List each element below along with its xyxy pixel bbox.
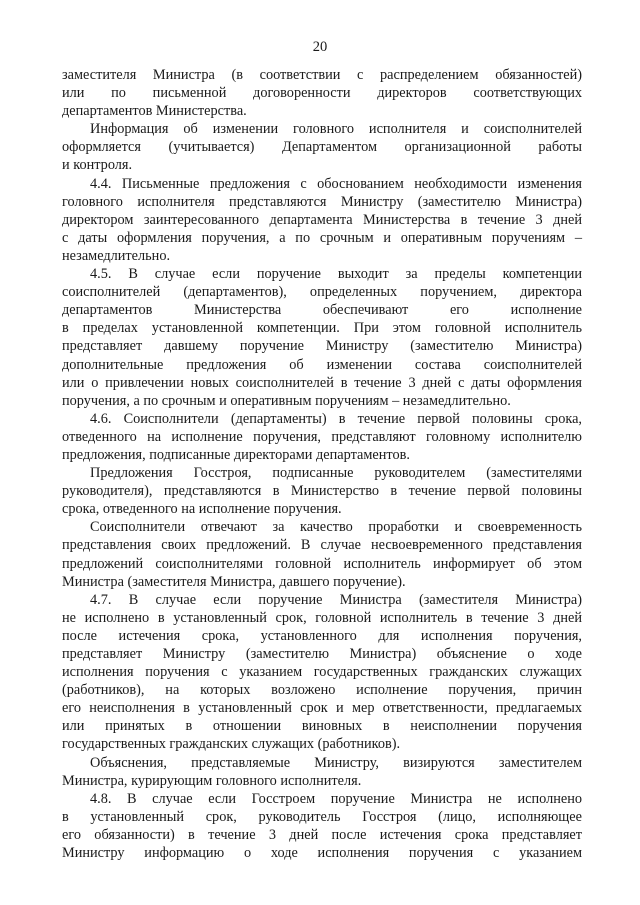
text-line: и контроля. — [62, 157, 133, 174]
text-line: с даты оформления поручения, а по срочным и оперативным поручениям – — [62, 229, 582, 246]
text-line: исполнения поручения с указанием государственных гражданских служащих — [62, 664, 582, 681]
text-line: соисполнителей (департаментов), определенных поручением, директора — [62, 284, 582, 301]
text-line: в пределах установленной компетенции. При этом головной исполнитель — [62, 320, 582, 337]
text-line: поручения, а по срочным и оперативным поручениям – незамедлительно. — [62, 392, 511, 409]
text-line: отведенного на исполнение поручения, представляют головному исполнителю — [62, 428, 582, 445]
page-number: 20 — [312, 39, 328, 55]
paragraph — [62, 518, 582, 590]
text-line: директором заинтересованного департамента Министерства в течение 3 дней — [62, 211, 582, 228]
text-line: Министра, курирующим головного исполнителя. — [62, 772, 362, 789]
document-body — [62, 66, 582, 862]
text-line: Министра (заместителя Министра, давшего поручение). — [62, 573, 406, 590]
text-line: Министру информацию о ходе исполнения поручения с указанием — [62, 845, 582, 862]
text-line: Объяснения, представляемые Министру, визируются заместителем — [90, 754, 582, 771]
paragraph — [62, 790, 582, 862]
text-line: (работников), на которых возложено исполнение поручения, причин — [62, 682, 582, 699]
text-line: незамедлительно. — [62, 247, 171, 264]
text-line: Соисполнители отвечают за качество проработки и своевременность — [90, 519, 582, 536]
text-line: Информация об изменении головного исполнителя и соисполнителей — [90, 121, 582, 138]
text-line: предложения, подписанные директорами департаментов. — [62, 446, 410, 463]
paragraph — [62, 175, 582, 265]
text-line: департаментов Министерства обеспечивают его исполнение — [62, 302, 582, 319]
text-line: его неисполнения в установленный срок и мер ответственности, предлагаемых — [62, 700, 582, 717]
text-line: Предложения Госстроя, подписанные руководителем (заместителями — [90, 465, 582, 482]
paragraph — [62, 265, 582, 410]
text-line: департаментов Министерства. — [62, 103, 247, 120]
text-line: 4.7. В случае если поручение Министра (заместителя Министра) — [90, 591, 582, 608]
paragraph — [62, 464, 582, 518]
text-line: после истечения срока, установленного для исполнения поручения, — [62, 627, 582, 644]
text-line: в установленный срок, руководитель Госстроя (лицо, исполняющее — [62, 808, 582, 825]
paragraph — [62, 410, 582, 464]
text-line: представления своих предложений. В случае несвоевременного представления — [62, 537, 582, 554]
text-line: не исполнено в установленный срок, головной исполнитель в течение 3 дней — [62, 609, 582, 626]
text-line: головного исполнителя представляются Министру (заместителю Министра) — [62, 193, 582, 210]
paragraph — [62, 754, 582, 790]
text-line: 4.4. Письменные предложения с обоснованием необходимости изменения — [90, 175, 582, 192]
text-line: 4.8. В случае если Госстроем поручение Министра не исполнено — [90, 790, 582, 807]
text-line: руководителя), представляются в Министерство в течение первой половины — [62, 483, 582, 500]
text-line: или о привлечении новых соисполнителей в течение 3 дней с даты оформления — [62, 374, 582, 391]
text-line: 4.6. Соисполнители (департаменты) в течение первой половины срока, — [90, 410, 582, 427]
text-line: или принятых в отношении виновных в неисполнении поручения — [62, 718, 582, 735]
text-line: государственных гражданских служащих (работников). — [62, 736, 401, 753]
text-line: предложений соисполнителями головной исполнитель информирует об этом — [62, 555, 582, 572]
text-line: оформляется (учитывается) Департаментом организационной работы — [62, 139, 582, 156]
paragraph — [62, 66, 582, 120]
text-line: или по письменной договоренности директоров соответствующих — [62, 85, 582, 102]
text-line: 4.5. В случае если поручение выходит за пределы компетенции — [90, 266, 582, 283]
text-line: заместителя Министра (в соответствии с распределением обязанностей) — [62, 67, 582, 83]
text-line: его обязанности) в течение 3 дней после истечения срока представляет — [62, 826, 582, 843]
paragraph — [62, 120, 582, 174]
text-line: срока, отведенного на исполнение поручения. — [62, 501, 342, 518]
paragraph — [62, 591, 582, 754]
text-line: представляет давшему поручение Министру (заместителю Министра) — [62, 338, 582, 355]
text-line: дополнительные предложения об изменении состава соисполнителей — [62, 356, 582, 373]
text-line: представляет Министру (заместителю Министра) объяснение о ходе — [62, 646, 582, 662]
